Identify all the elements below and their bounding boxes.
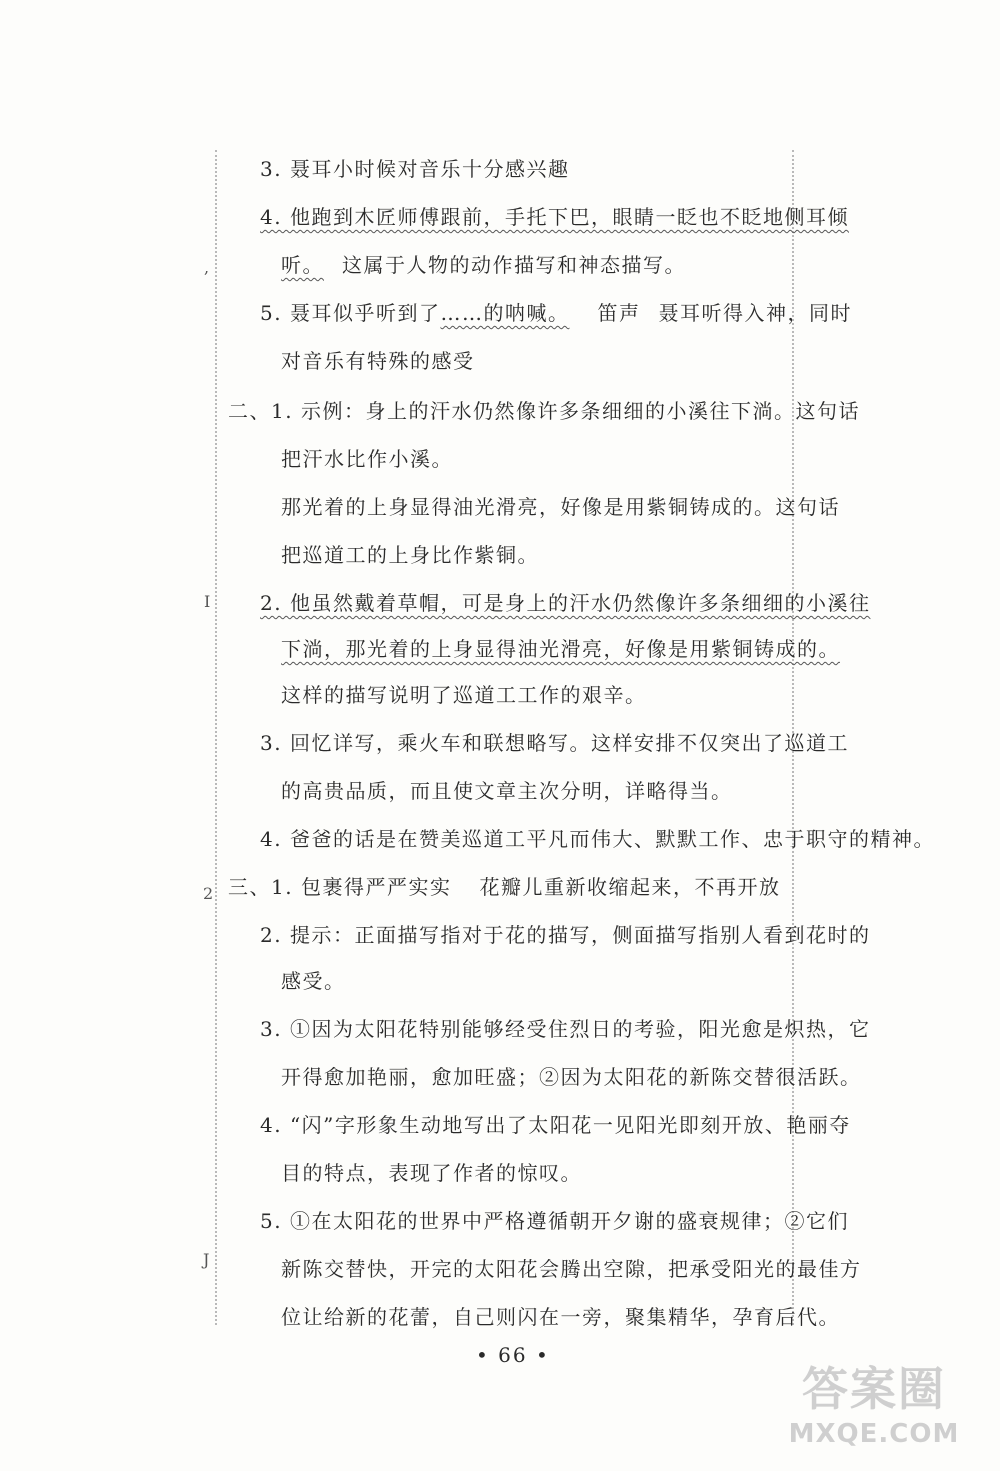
answer-line: 位让给新的花蕾，自己则闪在一旁，聚集精华，孕育后代。 bbox=[281, 1305, 840, 1329]
margin-mark: 2 bbox=[203, 884, 214, 903]
answer-line: 这样的描写说明了巡道工工作的艰辛。 bbox=[281, 683, 647, 707]
answer-line: 目的特点，表现了作者的惊叹。 bbox=[281, 1161, 582, 1185]
answer-line: 开得愈加艳丽，愈加旺盛；②因为太阳花的新陈交替很活跃。 bbox=[281, 1065, 862, 1089]
wavy-underlined-text: 2. 他虽然戴着草帽，可是身上的汗水仍然像许多条细细的小溪往 bbox=[260, 591, 871, 615]
section-line bbox=[228, 874, 780, 900]
margin-mark: J bbox=[203, 1250, 210, 1269]
wavy-underlined-text: 下淌，那光着的上身显得油光滑亮，好像是用紫铜铸成的。 bbox=[281, 637, 840, 661]
left-dotted-border bbox=[215, 150, 217, 1325]
answer-line bbox=[281, 636, 840, 662]
answer-line: 那光着的上身显得油光滑亮，好像是用紫铜铸成的。这句话 bbox=[281, 495, 840, 519]
page-number: • 66 • bbox=[476, 1343, 550, 1367]
answer-text: 这属于人物的动作描写和神态描写。 bbox=[342, 253, 686, 277]
answer-line: 把汗水比作小溪。 bbox=[281, 447, 453, 471]
answer-text: 花瓣儿重新收缩起来，不再开放 bbox=[479, 875, 781, 899]
wavy-underlined-text: ……的呐喊。 bbox=[440, 301, 570, 325]
answer-line bbox=[260, 204, 849, 230]
answer-text: 5. 聂耳似乎听到了 bbox=[260, 301, 441, 325]
section-line: 二、1. 示例：身上的汗水仍然像许多条细细的小溪往下淌。这句话 bbox=[228, 399, 860, 423]
wavy-underlined-text: 4. 他跑到木匠师傅跟前，手托下巴，眼睛一眨也不眨地侧耳倾 bbox=[260, 205, 849, 229]
answer-line: 4. 爸爸的话是在赞美巡道工平凡而伟大、默默工作、忠于职守的精神。 bbox=[260, 827, 935, 851]
answer-text: 三、1. 包裹得严严实实 bbox=[228, 875, 452, 899]
answer-line: 感受。 bbox=[281, 969, 346, 993]
answer-text: 笛声 bbox=[597, 301, 641, 325]
answer-line: 4. “闪”字形象生动地写出了太阳花一见阳光即刻开放、艳丽夺 bbox=[260, 1113, 851, 1137]
watermark-logo-text: 答案圈 bbox=[802, 1362, 946, 1416]
site-watermark bbox=[754, 1353, 994, 1463]
answer-line: 3. 聂耳小时候对音乐十分感兴趣 bbox=[260, 157, 570, 181]
answer-line: 3. 回忆详写，乘火车和联想略写。这样安排不仅突出了巡道工 bbox=[260, 731, 849, 755]
answer-line: 3. ①因为太阳花特别能够经受住烈日的考验，阳光愈是炽热，它 bbox=[260, 1017, 871, 1041]
margin-mark: , bbox=[204, 258, 210, 277]
answer-line: 5. ①在太阳花的世界中严格遵循朝开夕谢的盛衰规律；②它们 bbox=[260, 1209, 849, 1233]
wavy-underlined-text: 听。 bbox=[281, 253, 324, 277]
answer-line: 对音乐有特殊的感受 bbox=[281, 349, 475, 373]
answer-line bbox=[281, 252, 686, 278]
answer-line: 的高贵品质，而且使文章主次分明，详略得当。 bbox=[281, 779, 733, 803]
answer-line bbox=[260, 300, 852, 326]
answer-line: 2. 提示：正面描写指对于花的描写，侧面描写指别人看到花时的 bbox=[260, 923, 871, 947]
answer-line: 新陈交替快，开完的太阳花会腾出空隙，把承受阳光的最佳方 bbox=[281, 1257, 862, 1281]
margin-mark: I bbox=[204, 592, 211, 611]
answer-line: 把巡道工的上身比作紫铜。 bbox=[281, 543, 539, 567]
watermark-url: MXQE.COM bbox=[788, 1419, 960, 1449]
answer-line bbox=[260, 590, 870, 616]
answer-text: 聂耳听得入神，同时 bbox=[658, 301, 852, 325]
